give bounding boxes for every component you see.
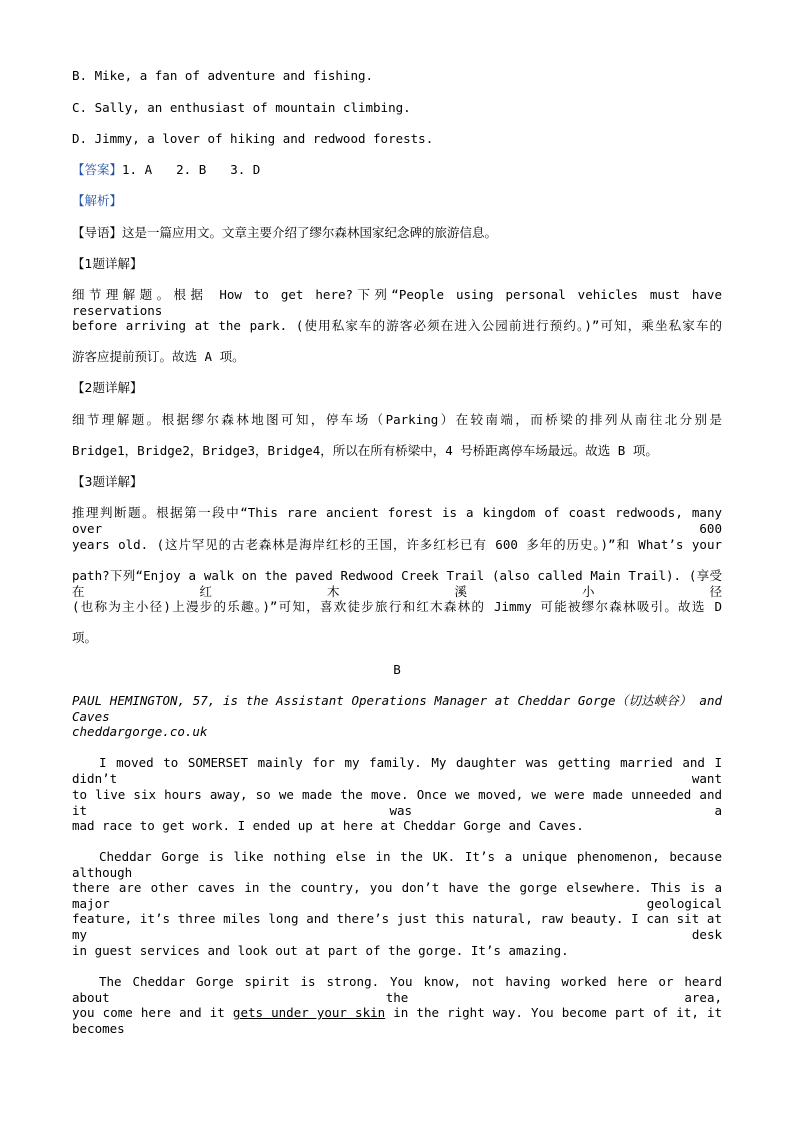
q1-line: 游客应提前预订。故选 A 项。 xyxy=(72,349,245,364)
q1-line: before arriving at the park. (使用私家车的游客必须在进入公园前进行预约。)”可知，乘坐私家车的 xyxy=(72,318,722,333)
answer-line xyxy=(72,162,722,178)
option-b: B. Mike, a fan of adventure and fishing. xyxy=(72,68,374,83)
paragraph-1-line: to live six hours away, so we made the move. Once we moved, we were made unneeded and it was a xyxy=(72,787,722,818)
guide-tag: 【导语】 xyxy=(72,225,123,240)
paragraph-3-line: The Cheddar Gorge spirit is strong. You know, not having worked here or heard about the area, xyxy=(72,974,722,1005)
q2-heading: 【2题详解】 xyxy=(72,380,143,395)
option-c: C. Sally, an enthusiast of mountain climbing. xyxy=(72,100,411,115)
paragraph-1-line: mad race to get work. I ended up at here at Cheddar Gorge and Caves. xyxy=(72,818,584,833)
answer-2: 2. B xyxy=(176,162,207,177)
guide-line xyxy=(72,225,722,241)
paragraph-3-text: you come here and it xyxy=(72,1005,225,1020)
paragraph-3-text: in the right way. You become part of it, it becomes xyxy=(72,1005,723,1036)
q3-line: 项。 xyxy=(72,630,98,645)
answer-3: 3. D xyxy=(230,162,261,177)
paragraph-2-line: Cheddar Gorge is like nothing else in the UK. It’s a unique phenomenon, because although xyxy=(72,849,722,880)
answer-1: 1. A xyxy=(122,162,153,177)
guide-text: 这是一篇应用文。文章主要介绍了缪尔森林国家纪念碑的旅游信息。 xyxy=(122,225,498,240)
paragraph-1-line: I moved to SOMERSET mainly for my family. My daughter was getting married and I didn’t want xyxy=(72,755,722,786)
paragraph-2-line: in guest services and look out at part of the gorge. It’s amazing. xyxy=(72,943,569,958)
analysis-tag: 【解析】 xyxy=(72,193,123,208)
q2-line: 细节理解题。根据缪尔森林地图可知，停车场（Parking）在较南端，而桥梁的排列从南往北分别是 xyxy=(72,412,722,427)
answer-tag: 【答案】 xyxy=(72,162,123,177)
section-b-label: B xyxy=(393,662,401,677)
paragraph-2-line: there are other caves in the country, you don’t have the gorge elsewhere. This is a major geological xyxy=(72,880,722,911)
q3-heading: 【3题详解】 xyxy=(72,474,143,489)
q3-line: 推理判断题。根据第一段中“This rare ancient forest is a kingdom of coast redwoods, many over 600 xyxy=(72,505,722,536)
q3-line: years old. (这片罕见的古老森林是海岸红杉的王国，许多红杉已有 600 多年的历史。)”和 What’s your xyxy=(72,537,722,552)
q2-line: Bridge1，Bridge2，Bridge3，Bridge4，所以在所有桥梁中，4 号桥距离停车场最远。故选 B 项。 xyxy=(72,443,658,458)
option-d: D. Jimmy, a lover of hiking and redwood forests. xyxy=(72,131,434,146)
paragraph-3-line xyxy=(72,1005,723,1036)
q1-line: 细节理解题。根据 How to get here?下列“People using personal vehicles must have reservations xyxy=(72,287,722,318)
section-b-intro: PAUL HEMINGTON, 57, is the Assistant Operations Manager at Cheddar Gorge（切达峡谷） and Caves xyxy=(72,693,722,724)
paragraph-2-line: feature, it’s three miles long and there’s just this natural, raw beauty. I can sit at my desk xyxy=(72,911,722,942)
q1-heading: 【1题详解】 xyxy=(72,256,143,271)
q3-line: path?下列“Enjoy a walk on the paved Redwood Creek Trail (also called Main Trail). (享受在红木溪小径 xyxy=(72,568,722,599)
section-b-website: cheddargorge.co.uk xyxy=(72,724,208,739)
q3-line: (也称为主小径)上漫步的乐趣。)”可知，喜欢徒步旅行和红木森林的 Jimmy 可能被缪尔森林吸引。故选 D xyxy=(72,599,722,614)
underlined-phrase: gets under your skin xyxy=(232,1005,386,1020)
